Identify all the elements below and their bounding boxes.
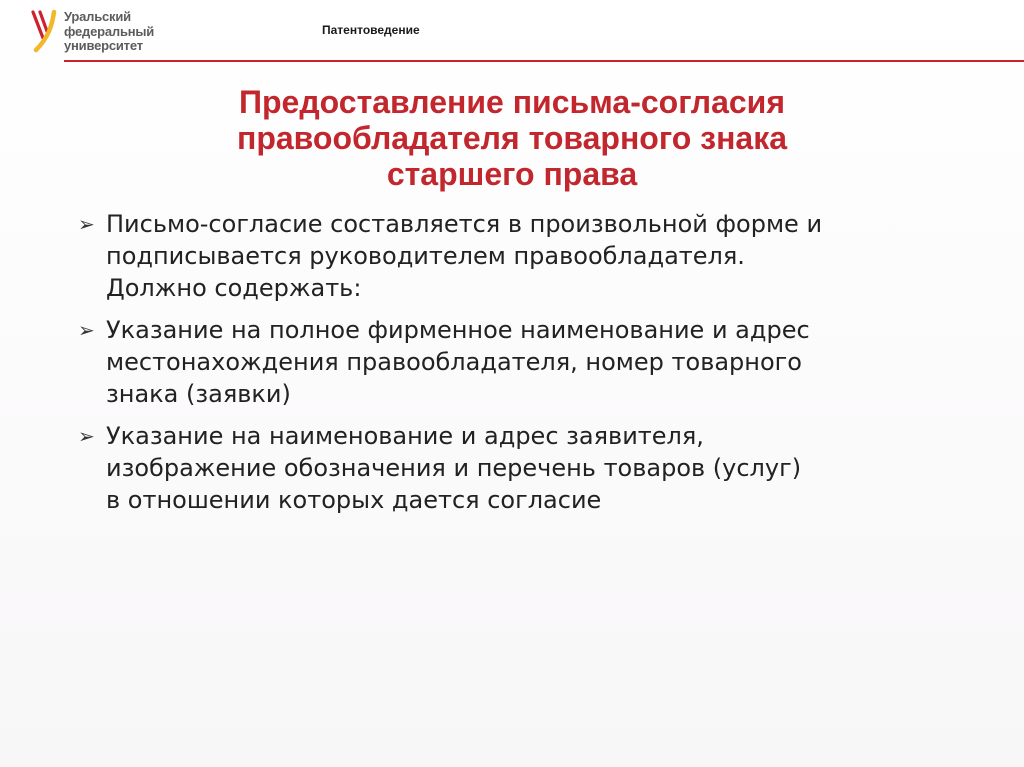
bullet-list [78, 208, 978, 526]
title-line: старшего права [386, 156, 638, 192]
logo-line: федеральный [64, 23, 155, 39]
slide-title [60, 84, 964, 192]
bullet-text: Указание на наименование и адрес заявителя, изображение обозначения и перечень товаров (услуг) в отношении которых дается согласие [106, 422, 802, 514]
bullet-text: Указание на полное фирменное наименование и адрес местонахождения правообладателя, номер товарного знака (заявки) [106, 316, 810, 408]
bullet-item [78, 420, 978, 516]
arrow-bullet-icon: ➢ [78, 318, 95, 342]
university-logo [30, 8, 180, 56]
logo-text [64, 10, 184, 54]
header-divider [64, 60, 1024, 62]
title-line: Предоставление письма-согласия [239, 84, 785, 120]
arrow-bullet-icon: ➢ [78, 424, 95, 448]
course-subject: Патентоведение [322, 23, 420, 37]
arrow-bullet-icon: ➢ [78, 212, 95, 236]
urfu-logo-icon [30, 8, 64, 56]
bullet-text: Письмо-согласие составляется в произвольной форме и подписывается руководителем правообладателя. Должно содержать: [106, 210, 823, 302]
logo-line: университет [64, 38, 143, 53]
bullet-item [78, 314, 978, 410]
bullet-item [78, 208, 978, 304]
title-line: правообладателя товарного знака [236, 120, 788, 156]
logo-line: Уральский [64, 9, 131, 24]
